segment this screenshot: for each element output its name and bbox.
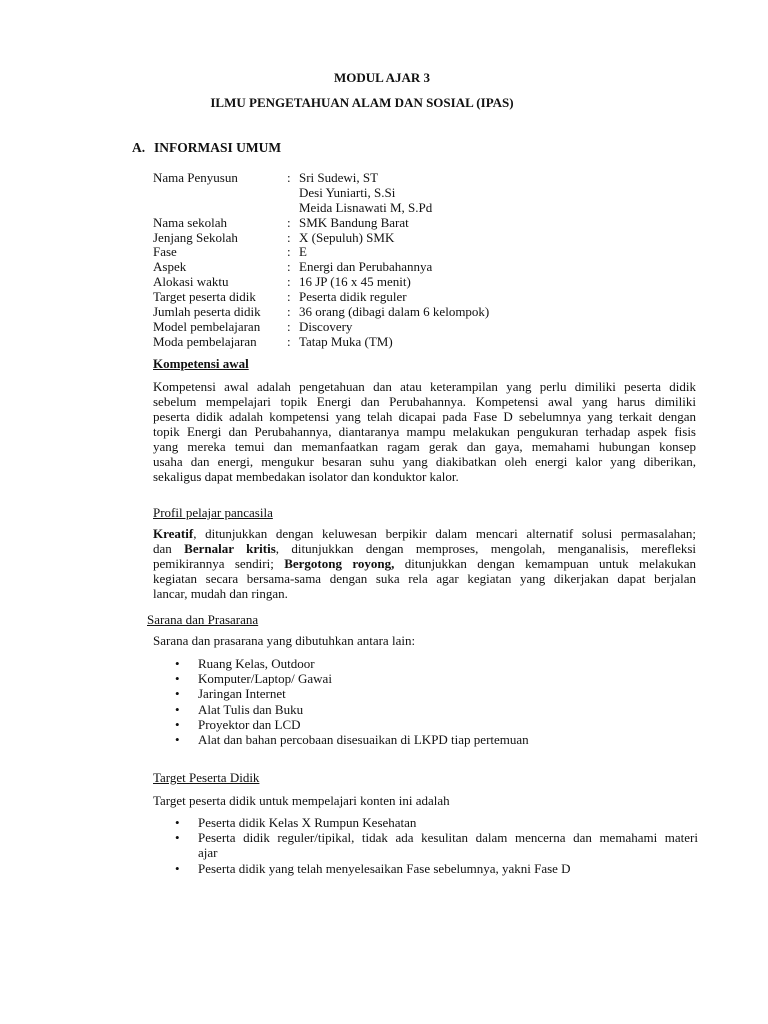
info-value: Discovery (299, 318, 353, 334)
info-row-nama-penyusun (153, 171, 613, 216)
info-value: 36 orang (dibagi dalam 6 kelompok) (299, 304, 490, 320)
info-label: Aspek (153, 259, 187, 275)
list-item-text: Jaringan Internet (198, 686, 286, 702)
section-title: INFORMASI UMUM (154, 140, 282, 155)
info-row (153, 260, 613, 275)
info-colon: : (287, 229, 291, 245)
module-title: MODUL AJAR 3 (333, 70, 431, 85)
kreatif-text: , ditunjukkan dengan keluwesan berpikir dalam mencari alternatif solusi permasalahan; (193, 526, 696, 541)
gotong-royong-text: ditunjukkan dengan kemampuan untuk melakukan (394, 556, 697, 571)
paragraph-line: sebelum mempelajari topik Energi dan Perubahannya. Kompetensi awal yang harus dimiliki (153, 394, 696, 409)
info-row (153, 275, 613, 290)
list-item (153, 830, 698, 860)
info-colon: : (287, 333, 291, 349)
info-colon: : (287, 274, 291, 290)
info-row (153, 320, 613, 335)
info-label: Jenjang Sekolah (153, 229, 238, 245)
list-item-text: Proyektor dan LCD (198, 716, 301, 732)
info-value: 16 JP (16 x 45 menit) (299, 274, 411, 290)
info-value: SMK Bandung Barat (299, 214, 409, 230)
info-row (153, 335, 613, 350)
info-label: Alokasi waktu (153, 274, 229, 290)
info-colon: : (287, 318, 291, 334)
bernalar-term: Bernalar kritis (184, 541, 276, 556)
info-colon: : (287, 170, 291, 185)
sarana-heading: Sarana dan Prasarana (147, 612, 259, 627)
info-colon: : (287, 304, 291, 320)
paragraph-line: Kompetensi awal adalah pengetahuan dan atau keterampilan yang perlu dimiliki peserta didik (153, 379, 696, 394)
paragraph-line: lancar, mudah dan ringan. (153, 586, 288, 601)
list-item-text: Komputer/Laptop/ Gawai (198, 671, 332, 687)
list-item (153, 686, 698, 701)
paragraph-line: topik Energi dan Perubahannya, diantaranya mampu melakukan pengukuran terhadap aspek fisis (153, 424, 696, 439)
sarana-list (153, 656, 698, 747)
info-value: Tatap Muka (TM) (299, 333, 393, 349)
bullet-icon: • (175, 731, 180, 747)
profil-heading: Profil pelajar pancasila (153, 505, 273, 520)
paragraph-line: peserta didik adalah kompetensi yang telah dicapai pada Fase D sebelumnya yang terkait dengan (153, 409, 696, 424)
info-row (153, 231, 613, 246)
list-item (153, 717, 698, 732)
paragraph-line: kegiatan secara bersama-sama dengan suka rela agar kegiatan yang dikerjakan dapat berjalan (153, 571, 696, 586)
kompetensi-paragraph (153, 379, 696, 484)
module-subject: ILMU PENGETAHUAN ALAM DAN SOSIAL (IPAS) (210, 95, 514, 110)
info-label: Jumlah peserta didik (153, 304, 261, 320)
author-3: Meida Lisnawati M, S.Pd (299, 199, 433, 215)
target-intro: Target peserta didik untuk mempelajari konten ini adalah (153, 793, 450, 808)
paragraph-line: usaha dan energi, mengukur besaran suhu yang diakibatkan oleh energi kalor yang diberikan, (153, 454, 696, 469)
list-item (153, 861, 698, 876)
bullet-icon: • (175, 716, 180, 732)
paragraph-line (153, 541, 696, 556)
list-item-text: Peserta didik reguler/tipikal, tidak ada kesulitan dalam mencerna dan memahami materi (198, 830, 698, 846)
bullet-icon: • (175, 701, 180, 717)
paragraph-line: sekaligus dapat membedakan isolator dan konduktor kalor. (153, 469, 459, 484)
bullet-icon: • (175, 860, 180, 876)
info-colon: : (287, 289, 291, 305)
list-item (153, 702, 698, 717)
info-table (153, 171, 613, 350)
target-list (153, 815, 698, 876)
pemikiran-text: pemikirannya sendiri; (153, 556, 285, 571)
kompetensi-heading: Kompetensi awal (153, 356, 249, 371)
list-item (153, 815, 698, 830)
paragraph-line (153, 526, 696, 541)
target-heading: Target Peserta Didik (153, 770, 260, 785)
list-item-text-continued: ajar (198, 845, 218, 861)
paragraph-line (153, 556, 696, 571)
info-label: Model pembelajaran (153, 318, 261, 334)
bullet-icon: • (175, 671, 180, 687)
info-colon: : (287, 259, 291, 275)
conj-text: dan (153, 541, 185, 556)
info-label: Fase (153, 244, 177, 260)
info-value: Energi dan Perubahannya (299, 259, 433, 275)
bernalar-text: , ditunjukkan dengan memproses, mengolah, menganalisis, merefleksi (275, 541, 697, 556)
info-label: Nama Penyusun (153, 170, 238, 185)
bullet-icon: • (175, 686, 180, 702)
info-colon: : (287, 244, 291, 260)
info-value: E (299, 244, 307, 260)
kreatif-term: Kreatif (153, 526, 194, 541)
bullet-icon: • (175, 815, 180, 830)
list-item-text: Ruang Kelas, Outdoor (198, 656, 315, 671)
info-row (153, 305, 613, 320)
info-label: Nama sekolah (153, 214, 228, 230)
list-item (153, 732, 698, 747)
info-label: Moda pembelajaran (153, 333, 257, 349)
paragraph-line: yang mereka temui dan memanfaatkan ragam gerak dan gaya, memahami hubungan konsep (153, 439, 696, 454)
bullet-icon: • (175, 656, 180, 671)
list-item-text: Alat dan bahan percobaan disesuaikan di LKPD tiap pertemuan (198, 731, 529, 747)
profil-paragraph (153, 526, 696, 601)
info-row (153, 245, 613, 260)
list-item (153, 656, 698, 671)
sarana-intro: Sarana dan prasarana yang dibutuhkan antara lain: (153, 633, 416, 648)
info-row (153, 216, 613, 231)
info-label: Target peserta didik (153, 289, 256, 305)
info-value: X (Sepuluh) SMK (299, 229, 395, 245)
gotong-royong-term: Bergotong royong, (284, 556, 395, 571)
author-2: Desi Yuniarti, S.Si (299, 184, 396, 200)
info-value (299, 171, 613, 216)
bullet-icon: • (175, 830, 180, 846)
info-colon: : (287, 214, 291, 230)
info-row (153, 290, 613, 305)
author-1: Sri Sudewi, ST (299, 170, 379, 185)
info-value: Peserta didik reguler (299, 289, 407, 305)
section-a-heading (132, 140, 281, 156)
list-item-text: Alat Tulis dan Buku (198, 701, 304, 717)
list-item (153, 671, 698, 686)
list-item-text: Peserta didik Kelas X Rumpun Kesehatan (198, 815, 417, 830)
list-item-text: Peserta didik yang telah menyelesaikan Fase sebelumnya, yakni Fase D (198, 860, 571, 876)
section-letter: A. (132, 140, 146, 155)
